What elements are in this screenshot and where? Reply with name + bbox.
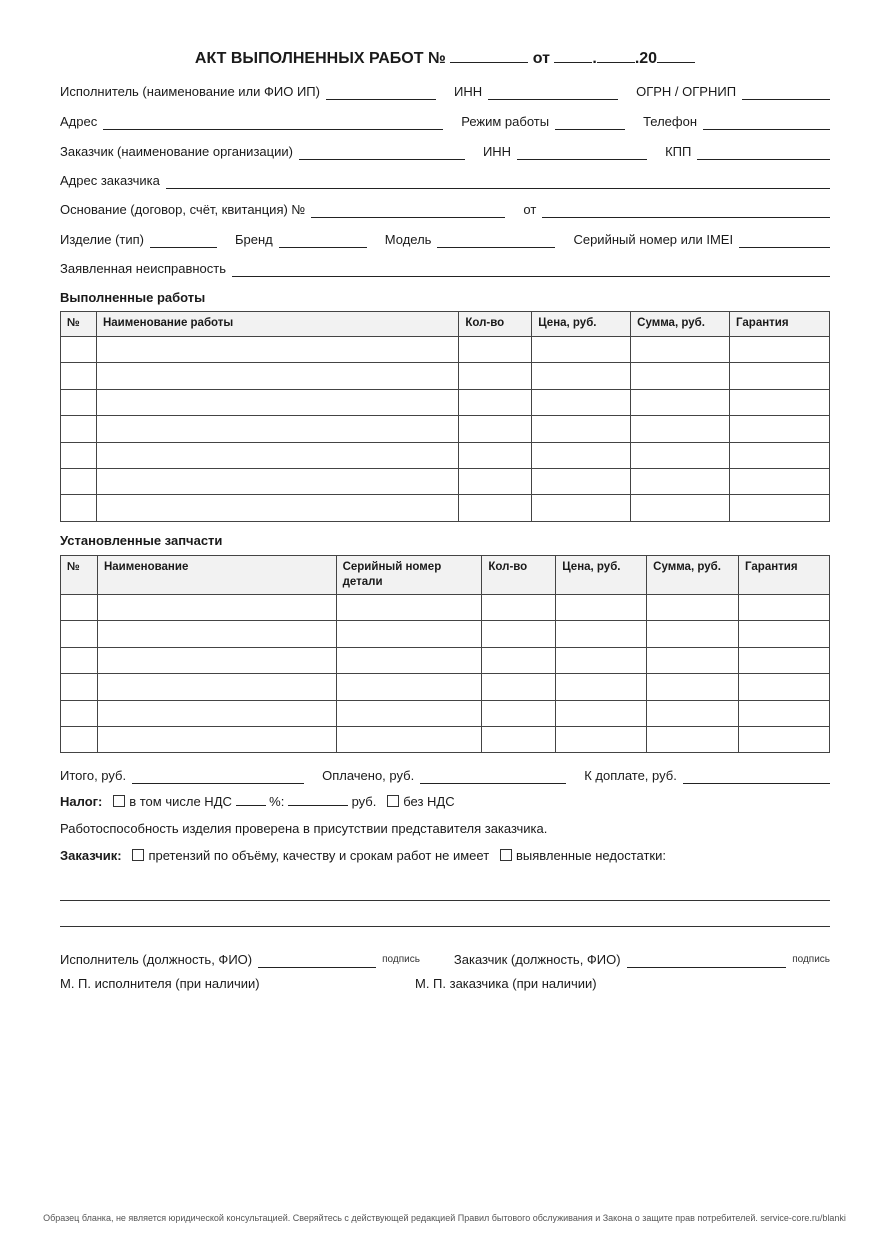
works-row	[61, 337, 830, 363]
works-col-num: №	[61, 312, 97, 337]
stamp-executor: М. П. исполнителя (при наличии)	[60, 976, 260, 991]
parts-cell[interactable]	[336, 621, 482, 647]
executor-label: Исполнитель (наименование или ФИО ИП)	[60, 84, 320, 99]
parts-col-name: Наименование	[97, 556, 336, 595]
parts-cell[interactable]	[61, 700, 98, 726]
executor-sign-label: Исполнитель (должность, ФИО)	[60, 952, 253, 967]
day-field[interactable]	[554, 50, 592, 63]
parts-cell[interactable]	[97, 595, 336, 621]
product-label: Изделие (тип)	[60, 232, 145, 247]
parts-cell[interactable]	[61, 595, 98, 621]
works-cell[interactable]	[730, 416, 830, 442]
no-claims-checkbox[interactable]	[132, 849, 144, 861]
works-row	[61, 389, 830, 415]
executor-row	[60, 80, 830, 100]
no-vat-checkbox[interactable]	[387, 795, 399, 807]
works-col-sum: Сумма, руб.	[631, 312, 730, 337]
parts-cell[interactable]	[647, 621, 739, 647]
parts-cell[interactable]	[739, 647, 830, 673]
ogrn-field[interactable]	[742, 85, 830, 100]
customer-label: Заказчик (наименование организации)	[60, 144, 293, 159]
parts-cell[interactable]	[556, 700, 647, 726]
check-statement: Работоспособность изделия проверена в присутствии представителя заказчика.	[60, 821, 548, 836]
work-mode-field[interactable]	[555, 115, 625, 130]
works-cell[interactable]	[459, 416, 532, 442]
document-title: АКТ ВЫПОЛНЕННЫХ РАБОТ № от . .20	[60, 50, 830, 68]
no-claims-label: претензий по объёму, качеству и срокам работ не имеет	[148, 848, 490, 863]
customer-sign-label: Заказчик (должность, ФИО)	[453, 952, 621, 967]
address-label: Адрес	[60, 114, 98, 129]
works-cell[interactable]	[96, 495, 458, 521]
fault-field[interactable]	[232, 262, 830, 277]
works-cell[interactable]	[61, 416, 97, 442]
parts-cell[interactable]	[482, 726, 556, 752]
phone-label: Телефон	[643, 114, 697, 129]
paid-label: Оплачено, руб.	[322, 768, 415, 783]
parts-cell[interactable]	[61, 726, 98, 752]
inn2-field[interactable]	[517, 145, 647, 160]
works-row	[61, 416, 830, 442]
works-cell[interactable]	[96, 389, 458, 415]
defects-line-1[interactable]	[60, 900, 830, 901]
parts-cell[interactable]	[61, 647, 98, 673]
parts-cell[interactable]	[336, 726, 482, 752]
tax-label: Налог:	[60, 794, 103, 809]
parts-cell[interactable]	[336, 700, 482, 726]
works-cell[interactable]	[61, 442, 97, 468]
brand-label: Бренд	[235, 232, 273, 247]
works-cell[interactable]	[631, 389, 730, 415]
parts-cell[interactable]	[336, 674, 482, 700]
works-title: Выполненные работы	[60, 290, 206, 305]
works-cell[interactable]	[61, 363, 97, 389]
parts-col-warranty: Гарантия	[739, 556, 830, 595]
works-cell[interactable]	[96, 442, 458, 468]
parts-cell[interactable]	[336, 647, 482, 673]
works-cell[interactable]	[96, 337, 458, 363]
works-cell[interactable]	[61, 389, 97, 415]
executor-sign-caption: подпись	[382, 954, 420, 965]
signatures-row	[60, 948, 830, 968]
parts-row	[61, 647, 830, 673]
works-cell[interactable]	[459, 468, 532, 494]
works-cell[interactable]	[532, 468, 631, 494]
works-header-row	[61, 312, 830, 337]
defects-line-2[interactable]	[60, 926, 830, 927]
works-cell[interactable]	[459, 337, 532, 363]
defects-label: выявленные недостатки:	[516, 848, 666, 863]
parts-cell[interactable]	[556, 674, 647, 700]
stamp-customer: М. П. заказчика (при наличии)	[415, 976, 597, 991]
parts-row	[61, 621, 830, 647]
model-label: Модель	[384, 232, 432, 247]
parts-cell[interactable]	[97, 647, 336, 673]
fault-label: Заявленная неисправность	[60, 261, 226, 276]
parts-cell[interactable]	[482, 674, 556, 700]
parts-cell[interactable]	[336, 595, 482, 621]
address-field[interactable]	[103, 115, 443, 130]
parts-col-serial: Серийный номер детали	[336, 556, 482, 595]
vat-amount-field[interactable]	[288, 793, 348, 806]
phone-field[interactable]	[703, 115, 830, 130]
vat-percent-field[interactable]	[236, 793, 266, 806]
works-cell[interactable]	[730, 363, 830, 389]
product-field[interactable]	[150, 233, 217, 248]
works-cell[interactable]	[730, 389, 830, 415]
parts-cell[interactable]	[739, 700, 830, 726]
parts-cell[interactable]	[739, 726, 830, 752]
parts-header-row	[61, 556, 830, 595]
works-cell[interactable]	[631, 337, 730, 363]
customer-address-field[interactable]	[166, 174, 830, 189]
works-cell[interactable]	[631, 468, 730, 494]
parts-cell[interactable]	[61, 621, 98, 647]
act-number-field[interactable]	[450, 50, 528, 63]
parts-table	[60, 555, 830, 753]
inn-field[interactable]	[488, 85, 618, 100]
customer-claims-row	[60, 848, 666, 863]
footer-disclaimer: Образец бланка, не является юридической консультацией. Сверяйтесь с действующей редакцией Правил бытового обслуживания и Закона о защите прав потребителей. service-core.ru/blanki	[43, 1213, 846, 1223]
works-cell[interactable]	[532, 416, 631, 442]
parts-cell[interactable]	[647, 674, 739, 700]
works-cell[interactable]	[459, 495, 532, 521]
parts-cell[interactable]	[739, 621, 830, 647]
parts-col-qty: Кол-во	[482, 556, 556, 595]
basis-date-field[interactable]	[542, 203, 830, 218]
no-vat-label: без НДС	[403, 794, 455, 809]
works-cell[interactable]	[61, 468, 97, 494]
works-cell[interactable]	[532, 363, 631, 389]
parts-cell[interactable]	[556, 647, 647, 673]
parts-cell[interactable]	[556, 595, 647, 621]
serial-label: Серийный номер или IMEI	[573, 232, 734, 247]
works-cell[interactable]	[730, 442, 830, 468]
customer-address-row	[60, 169, 830, 189]
fault-row	[60, 257, 830, 277]
parts-cell[interactable]	[647, 700, 739, 726]
year-field[interactable]	[657, 50, 695, 63]
parts-row	[61, 595, 830, 621]
parts-cell[interactable]	[556, 726, 647, 752]
works-cell[interactable]	[61, 337, 97, 363]
parts-col-price: Цена, руб.	[556, 556, 647, 595]
works-cell[interactable]	[532, 495, 631, 521]
works-cell[interactable]	[631, 363, 730, 389]
works-cell[interactable]	[459, 442, 532, 468]
address-row	[60, 110, 830, 130]
parts-cell[interactable]	[482, 647, 556, 673]
works-row	[61, 495, 830, 521]
works-col-price: Цена, руб.	[532, 312, 631, 337]
month-field[interactable]	[597, 50, 635, 63]
due-field[interactable]	[683, 769, 830, 784]
works-col-name: Наименование работы	[96, 312, 458, 337]
works-cell[interactable]	[61, 495, 97, 521]
works-table	[60, 311, 830, 522]
customer-claims-label: Заказчик:	[60, 848, 122, 863]
works-row	[61, 363, 830, 389]
vat-checkbox[interactable]	[113, 795, 125, 807]
works-cell[interactable]	[631, 416, 730, 442]
parts-title: Установленные запчасти	[60, 533, 223, 548]
works-cell[interactable]	[730, 468, 830, 494]
inn2-label: ИНН	[482, 144, 512, 159]
executor-sign-field[interactable]	[258, 953, 376, 968]
works-cell[interactable]	[532, 389, 631, 415]
parts-cell[interactable]	[647, 726, 739, 752]
parts-col-num: №	[61, 556, 98, 595]
kpp-label: КПП	[665, 144, 692, 159]
basis-from-label: от	[523, 202, 537, 217]
works-cell[interactable]	[96, 468, 458, 494]
work-mode-label: Режим работы	[461, 114, 550, 129]
serial-field[interactable]	[739, 233, 830, 248]
customer-address-label: Адрес заказчика	[60, 173, 160, 188]
vat-label: в том числе НДС	[129, 794, 232, 809]
parts-cell[interactable]	[482, 595, 556, 621]
parts-col-sum: Сумма, руб.	[647, 556, 739, 595]
executor-field[interactable]	[326, 85, 436, 100]
parts-cell[interactable]	[97, 674, 336, 700]
works-col-qty: Кол-во	[459, 312, 532, 337]
works-cell[interactable]	[532, 442, 631, 468]
basis-row	[60, 198, 830, 218]
works-row	[61, 442, 830, 468]
inn-label: ИНН	[453, 84, 483, 99]
parts-cell[interactable]	[739, 674, 830, 700]
works-row	[61, 468, 830, 494]
works-cell[interactable]	[631, 495, 730, 521]
works-cell[interactable]	[631, 442, 730, 468]
due-label: К доплате, руб.	[584, 768, 677, 783]
tax-row: Налог: в том числе НДС %: руб. без НДС	[60, 794, 455, 809]
parts-row	[61, 700, 830, 726]
parts-cell[interactable]	[739, 595, 830, 621]
parts-cell[interactable]	[647, 595, 739, 621]
works-cell[interactable]	[459, 363, 532, 389]
parts-cell[interactable]	[97, 700, 336, 726]
basis-number-field[interactable]	[311, 203, 505, 218]
works-cell[interactable]	[96, 363, 458, 389]
customer-row	[60, 140, 830, 160]
total-field[interactable]	[132, 769, 304, 784]
kpp-field[interactable]	[697, 145, 830, 160]
ogrn-label: ОГРН / ОГРНИП	[636, 84, 737, 99]
parts-cell[interactable]	[61, 674, 98, 700]
parts-cell[interactable]	[482, 621, 556, 647]
works-cell[interactable]	[730, 337, 830, 363]
customer-sign-caption: подпись	[792, 954, 830, 965]
customer-sign-field[interactable]	[627, 953, 787, 968]
basis-label: Основание (договор, счёт, квитанция) №	[60, 202, 306, 217]
total-label: Итого, руб.	[60, 768, 127, 783]
works-cell[interactable]	[459, 389, 532, 415]
parts-cell[interactable]	[482, 700, 556, 726]
parts-row	[61, 674, 830, 700]
parts-cell[interactable]	[647, 647, 739, 673]
parts-cell[interactable]	[97, 726, 336, 752]
paid-field[interactable]	[420, 769, 566, 784]
works-cell[interactable]	[96, 416, 458, 442]
parts-cell[interactable]	[556, 621, 647, 647]
works-col-warranty: Гарантия	[730, 312, 830, 337]
parts-cell[interactable]	[97, 621, 336, 647]
parts-row	[61, 726, 830, 752]
totals-row	[60, 764, 830, 784]
product-row	[60, 228, 830, 248]
customer-field[interactable]	[299, 145, 465, 160]
brand-field[interactable]	[279, 233, 367, 248]
defects-checkbox[interactable]	[500, 849, 512, 861]
model-field[interactable]	[437, 233, 555, 248]
works-cell[interactable]	[730, 495, 830, 521]
works-cell[interactable]	[532, 337, 631, 363]
